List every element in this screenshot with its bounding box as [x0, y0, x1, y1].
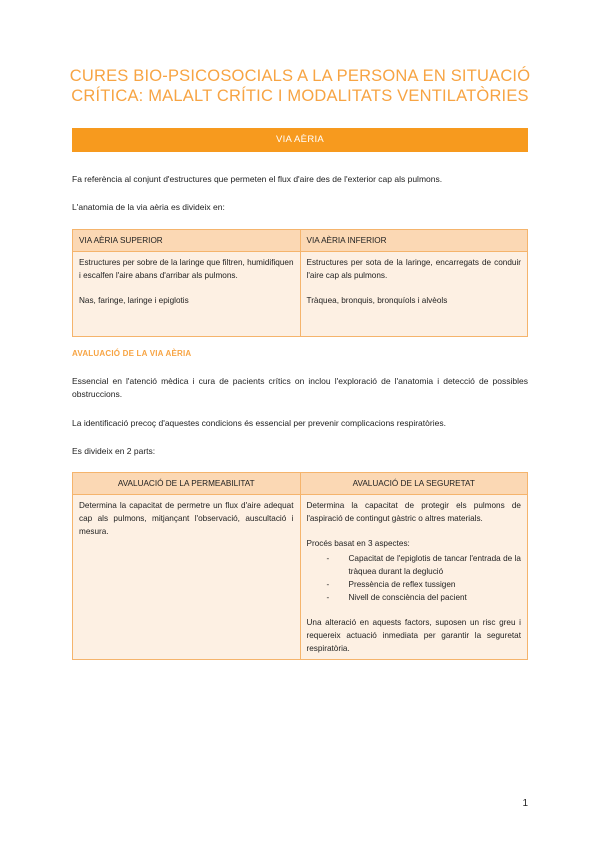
permeability-description: Determina la capacitat de permetre un flux d'aire adequat cap als pulmons, mitjançant l'observació, auscultació i mesura.	[79, 501, 294, 536]
page-title: CURES BIO-PSICOSOCIALS A LA PERSONA EN SITUACIÓ CRÍTICA: MALALT CRÍTIC I MODALITATS VENTILATÒRIES	[69, 67, 531, 105]
evaluation-table	[72, 472, 528, 660]
table-header-row	[73, 473, 528, 495]
page-number: 1	[522, 798, 528, 809]
upper-airway-header: VIA AÈRIA SUPERIOR	[73, 230, 301, 252]
section-bar: VIA AÈRIA	[72, 128, 528, 152]
safety-aspects-list	[307, 552, 522, 604]
table-row	[73, 252, 528, 337]
safety-header: AVALUACIÓ DE LA SEGURETAT	[300, 473, 528, 495]
list-item: - Capacitat de l'epiglotis de tancar l'entrada de la tràquea durant la deglució	[349, 552, 522, 578]
evaluation-heading: AVALUACIÓ DE LA VIA AÈRIA	[72, 349, 192, 358]
safety-description: Determina la capacitat de protegir els pulmons de l'aspiració de contingut gàstric o altres materials.	[306, 501, 521, 523]
safety-cell	[300, 495, 528, 660]
intro-paragraph: Fa referència al conjunt d'estructures que permeten el flux d'aire des de l'exterior cap als pulmons.	[72, 174, 443, 184]
anatomy-table	[72, 229, 528, 337]
anatomy-intro: L'anatomia de la via aèria es divideix en:	[72, 202, 225, 212]
evaluation-paragraph-1: Essencial en l'atenció mèdica i cura de pacients crítics on inclou l'exploració de l'anatomia i detecció de possibles obstruccions.	[72, 376, 528, 399]
upper-airway-cell	[73, 252, 301, 337]
lower-airway-description: Estructures per sota de la laringe, encarregats de conduir l'aire cap als pulmons.	[306, 258, 521, 280]
safety-process-intro: Procés basat en 3 aspectes:	[306, 539, 410, 548]
safety-note: Una alteració en aquests factors, suposen un risc greu i requereix actuació inmediata per garantir la seguretat respiratòria.	[306, 618, 521, 653]
evaluation-paragraph-3: Es divideix en 2 parts:	[72, 446, 156, 456]
table-header-row	[73, 230, 528, 252]
table-row	[73, 495, 528, 660]
lower-airway-header: VIA AÈRIA INFERIOR	[300, 230, 528, 252]
upper-airway-items: Nas, faringe, laringe i epiglotis	[79, 296, 189, 305]
evaluation-paragraph-2: La identificació precoç d'aquestes condicions és essencial per prevenir complicacions respiratòries.	[72, 418, 446, 428]
lower-airway-items: Tràquea, bronquis, bronquíols i alvèols	[306, 296, 448, 305]
lower-airway-cell	[300, 252, 528, 337]
upper-airway-description: Estructures per sobre de la laringe que filtren, humidifiquen i escalfen l'aire abans d'arribar als pulmons.	[79, 258, 294, 280]
list-item: - Pressència de reflex tussigen	[349, 578, 522, 591]
list-item: - Nivell de consciència del pacient	[349, 591, 522, 604]
permeability-cell	[73, 495, 301, 660]
permeability-header: AVALUACIÓ DE LA PERMEABILITAT	[73, 473, 301, 495]
